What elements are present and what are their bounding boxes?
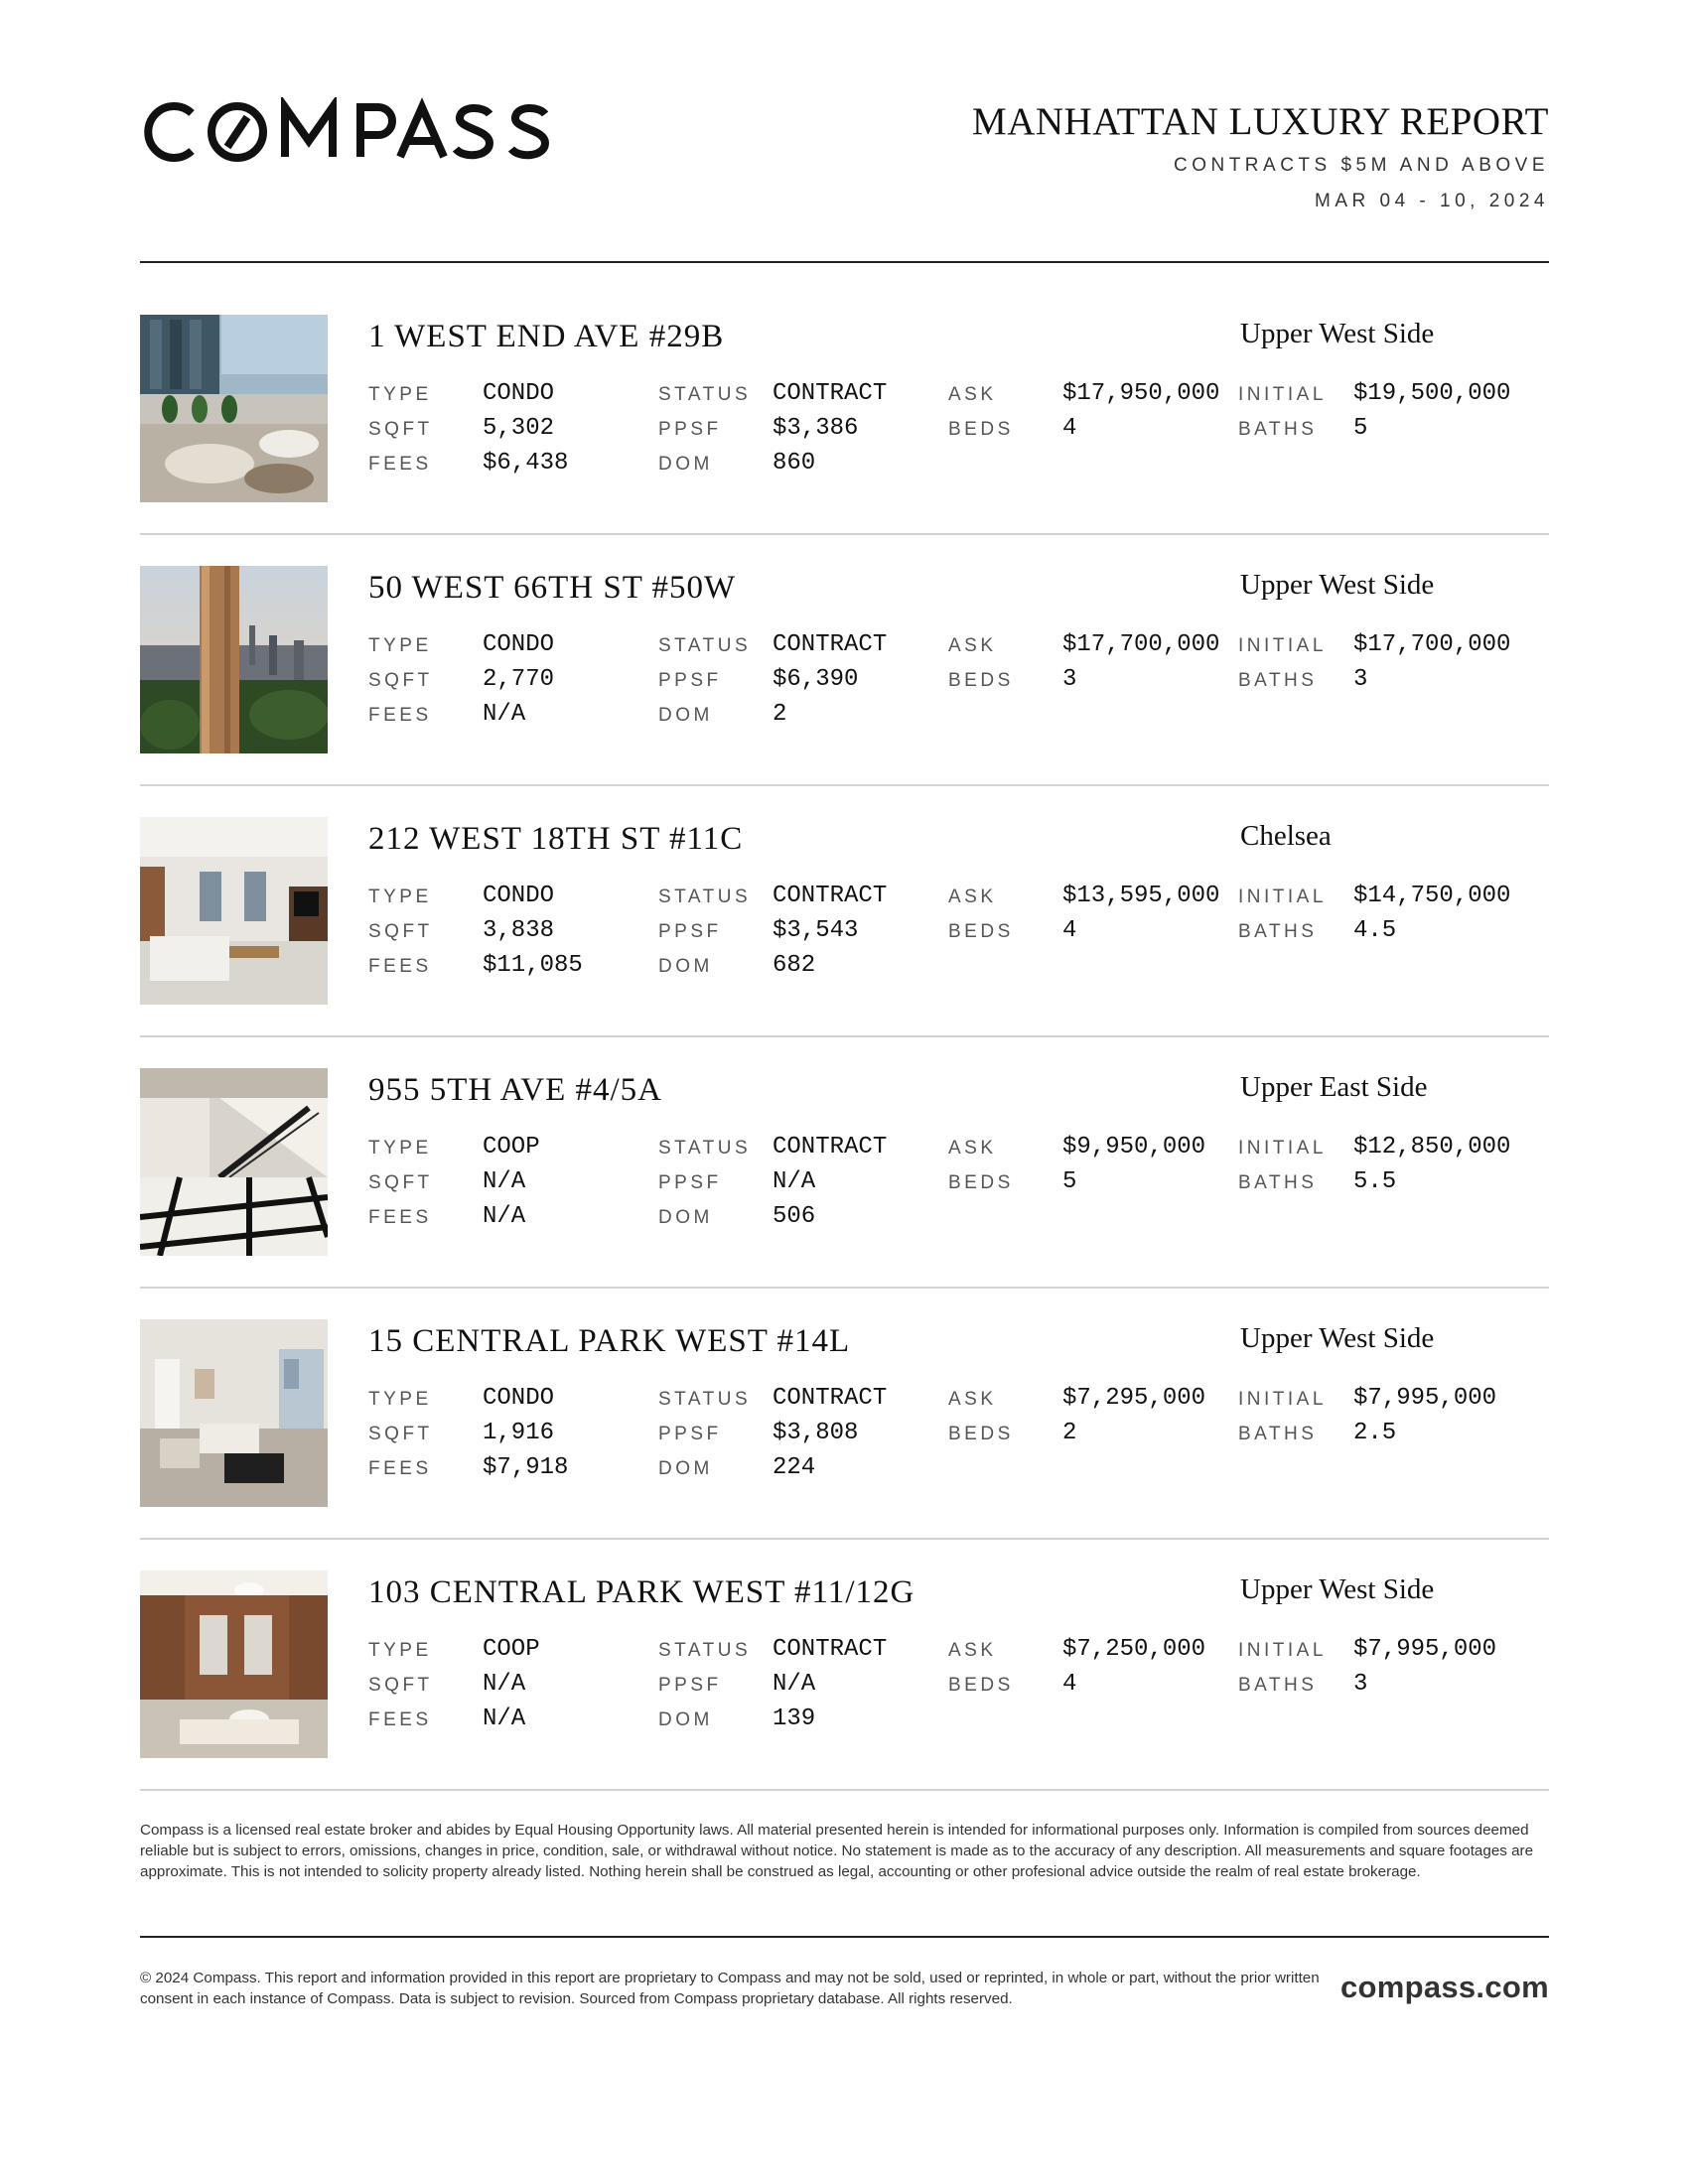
dom-label: DOM — [658, 705, 713, 726]
living-room-photo — [140, 817, 328, 1005]
status-value: CONTRACT — [773, 1385, 888, 1412]
baths-label: BATHS — [1238, 1424, 1318, 1444]
listing-address: 50 WEST 66TH ST #50W — [368, 570, 737, 606]
initial-value: $17,700,000 — [1353, 631, 1511, 658]
compass-logo-mark — [140, 97, 562, 167]
baths-value: 5 — [1353, 415, 1368, 442]
ask-value: $7,250,000 — [1062, 1636, 1206, 1663]
listing-divider — [140, 1287, 1549, 1289]
report-date-range: MAR 04 - 10, 2024 — [1315, 191, 1549, 211]
header-divider — [140, 261, 1549, 263]
beds-value: 4 — [1062, 415, 1077, 442]
initial-label: INITIAL — [1238, 1138, 1327, 1159]
listing-address: 212 WEST 18TH ST #11C — [368, 821, 744, 857]
report-page — [140, 0, 1549, 2184]
dom-label: DOM — [658, 956, 713, 977]
dining-room-photo — [140, 1570, 328, 1758]
type-label: TYPE — [368, 887, 432, 907]
initial-value: $12,850,000 — [1353, 1134, 1511, 1160]
type-label: TYPE — [368, 635, 432, 656]
listing-address: 1 WEST END AVE #29B — [368, 319, 725, 354]
initial-label: INITIAL — [1238, 1640, 1327, 1661]
ask-label: ASK — [948, 887, 997, 907]
beds-label: BEDS — [948, 670, 1014, 691]
baths-label: BATHS — [1238, 1172, 1318, 1193]
listing-card — [140, 566, 1549, 754]
listing-card — [140, 1319, 1549, 1508]
listing-card — [140, 315, 1549, 503]
ppsf-value: N/A — [773, 1168, 816, 1195]
type-value: CONDO — [483, 1385, 555, 1412]
initial-value: $7,995,000 — [1353, 1385, 1497, 1412]
ask-value: $13,595,000 — [1062, 883, 1220, 909]
dom-label: DOM — [658, 1207, 713, 1228]
initial-label: INITIAL — [1238, 384, 1327, 405]
listing-card — [140, 1570, 1549, 1759]
beds-label: BEDS — [948, 1172, 1014, 1193]
status-label: STATUS — [658, 635, 752, 656]
baths-value: 3 — [1353, 1671, 1368, 1698]
baths-label: BATHS — [1238, 1675, 1318, 1696]
listing-neighborhood: Chelsea — [1240, 820, 1332, 852]
type-label: TYPE — [368, 1640, 432, 1661]
listing-neighborhood: Upper West Side — [1240, 569, 1435, 601]
listing-divider — [140, 1538, 1549, 1540]
dom-label: DOM — [658, 1458, 713, 1479]
fees-value: N/A — [483, 1203, 526, 1230]
ask-label: ASK — [948, 1138, 997, 1159]
initial-value: $14,750,000 — [1353, 883, 1511, 909]
tower-skyline-photo — [140, 566, 328, 753]
type-label: TYPE — [368, 1389, 432, 1410]
dom-value: 860 — [773, 450, 816, 477]
ask-value: $7,295,000 — [1062, 1385, 1206, 1412]
report-title: MANHATTAN LUXURY REPORT — [972, 100, 1549, 143]
baths-label: BATHS — [1238, 921, 1318, 942]
sqft-value: N/A — [483, 1671, 526, 1698]
type-value: COOP — [483, 1134, 540, 1160]
fees-value: $11,085 — [483, 952, 583, 979]
status-value: CONTRACT — [773, 1134, 888, 1160]
footer-divider — [140, 1936, 1549, 1938]
listing-divider — [140, 533, 1549, 535]
ppsf-value: $3,543 — [773, 917, 859, 944]
sqft-value: 5,302 — [483, 415, 555, 442]
sqft-label: SQFT — [368, 1424, 433, 1444]
sqft-label: SQFT — [368, 921, 433, 942]
staircase-photo — [140, 1068, 328, 1256]
type-label: TYPE — [368, 1138, 432, 1159]
beds-value: 3 — [1062, 666, 1077, 693]
legal-disclaimer: Compass is a licensed real estate broker and abides by Equal Housing Opportunity laws. All material presented herein is intended for informational purposes only. Information is compiled from sources deemed reliable but is subject to errors, omissions, changes in price, condition, sale, or withdrawal without notice. No statement is made as to the accuracy of any description. All measurements and square footages are approximate. This is not intended to solicity property already listed. Nothing herein shall be construed as legal, accounting or other profesional advice outside the realm of real estate brokerage. — [140, 1822, 1534, 1880]
ppsf-label: PPSF — [658, 921, 722, 942]
listing-address: 955 5TH AVE #4/5A — [368, 1072, 662, 1108]
ppsf-label: PPSF — [658, 1172, 722, 1193]
baths-label: BATHS — [1238, 670, 1318, 691]
dom-value: 224 — [773, 1454, 816, 1481]
beds-label: BEDS — [948, 921, 1014, 942]
compass-logo — [140, 97, 562, 167]
status-label: STATUS — [658, 1138, 752, 1159]
listing-neighborhood: Upper West Side — [1240, 1322, 1435, 1354]
dom-label: DOM — [658, 454, 713, 475]
type-label: TYPE — [368, 384, 432, 405]
beds-value: 2 — [1062, 1420, 1077, 1446]
fees-value: N/A — [483, 1706, 526, 1732]
ppsf-value: N/A — [773, 1671, 816, 1698]
beds-value: 4 — [1062, 917, 1077, 944]
compass-website-link[interactable]: compass.com — [1339, 1970, 1549, 2004]
initial-value: $7,995,000 — [1353, 1636, 1497, 1663]
report-subtitle: CONTRACTS $5M AND ABOVE — [1173, 155, 1549, 176]
status-value: CONTRACT — [773, 631, 888, 658]
status-value: CONTRACT — [773, 1636, 888, 1663]
ppsf-label: PPSF — [658, 1424, 722, 1444]
beds-label: BEDS — [948, 419, 1014, 440]
type-value: CONDO — [483, 883, 555, 909]
initial-label: INITIAL — [1238, 1389, 1327, 1410]
listing-divider — [140, 784, 1549, 786]
initial-value: $19,500,000 — [1353, 380, 1511, 407]
beds-value: 5 — [1062, 1168, 1077, 1195]
sqft-label: SQFT — [368, 419, 433, 440]
fees-label: FEES — [368, 705, 432, 726]
sqft-value: 3,838 — [483, 917, 555, 944]
ppsf-label: PPSF — [658, 670, 722, 691]
listing-address: 103 CENTRAL PARK WEST #11/12G — [368, 1574, 915, 1610]
ppsf-value: $6,390 — [773, 666, 859, 693]
baths-value: 3 — [1353, 666, 1368, 693]
baths-label: BATHS — [1238, 419, 1318, 440]
type-value: CONDO — [483, 380, 555, 407]
status-label: STATUS — [658, 887, 752, 907]
sqft-label: SQFT — [368, 1675, 433, 1696]
ask-value: $9,950,000 — [1062, 1134, 1206, 1160]
status-label: STATUS — [658, 1640, 752, 1661]
ask-value: $17,700,000 — [1062, 631, 1220, 658]
beds-value: 4 — [1062, 1671, 1077, 1698]
ask-label: ASK — [948, 635, 997, 656]
sqft-value: 2,770 — [483, 666, 555, 693]
fees-label: FEES — [368, 1458, 432, 1479]
fees-label: FEES — [368, 1709, 432, 1730]
fees-label: FEES — [368, 1207, 432, 1228]
baths-value: 5.5 — [1353, 1168, 1397, 1195]
copyright-notice: © 2024 Compass. This report and information provided in this report are proprietary to Compass and may not be sold, used or reprinted, in whole or part, without the prior written consent in each instance of Compass. Data is subject to revision. Sourced from Compass proprietary database. All rights reserved. — [140, 1970, 1320, 2007]
dom-value: 2 — [773, 701, 787, 728]
fees-label: FEES — [368, 454, 432, 475]
beds-label: BEDS — [948, 1424, 1014, 1444]
listing-divider — [140, 1789, 1549, 1791]
initial-label: INITIAL — [1238, 887, 1327, 907]
type-value: COOP — [483, 1636, 540, 1663]
listing-neighborhood: Upper West Side — [1240, 318, 1435, 349]
terrace-photo — [140, 315, 328, 502]
status-label: STATUS — [658, 384, 752, 405]
ppsf-value: $3,386 — [773, 415, 859, 442]
ask-label: ASK — [948, 1640, 997, 1661]
ppsf-label: PPSF — [658, 419, 722, 440]
dom-value: 139 — [773, 1706, 816, 1732]
listing-neighborhood: Upper East Side — [1240, 1071, 1428, 1103]
sqft-value: 1,916 — [483, 1420, 555, 1446]
ppsf-value: $3,808 — [773, 1420, 859, 1446]
initial-label: INITIAL — [1238, 635, 1327, 656]
listing-divider — [140, 1035, 1549, 1037]
listing-card — [140, 1068, 1549, 1257]
listing-address: 15 CENTRAL PARK WEST #14L — [368, 1323, 851, 1359]
status-label: STATUS — [658, 1389, 752, 1410]
status-value: CONTRACT — [773, 883, 888, 909]
sitting-room-photo — [140, 1319, 328, 1507]
type-value: CONDO — [483, 631, 555, 658]
dom-value: 682 — [773, 952, 816, 979]
sqft-label: SQFT — [368, 1172, 433, 1193]
ask-value: $17,950,000 — [1062, 380, 1220, 407]
baths-value: 4.5 — [1353, 917, 1397, 944]
fees-value: N/A — [483, 701, 526, 728]
listing-neighborhood: Upper West Side — [1240, 1573, 1435, 1605]
sqft-label: SQFT — [368, 670, 433, 691]
listing-card — [140, 817, 1549, 1006]
dom-label: DOM — [658, 1709, 713, 1730]
baths-value: 2.5 — [1353, 1420, 1397, 1446]
ask-label: ASK — [948, 1389, 997, 1410]
dom-value: 506 — [773, 1203, 816, 1230]
beds-label: BEDS — [948, 1675, 1014, 1696]
ask-label: ASK — [948, 384, 997, 405]
sqft-value: N/A — [483, 1168, 526, 1195]
ppsf-label: PPSF — [658, 1675, 722, 1696]
fees-label: FEES — [368, 956, 432, 977]
status-value: CONTRACT — [773, 380, 888, 407]
fees-value: $6,438 — [483, 450, 569, 477]
fees-value: $7,918 — [483, 1454, 569, 1481]
